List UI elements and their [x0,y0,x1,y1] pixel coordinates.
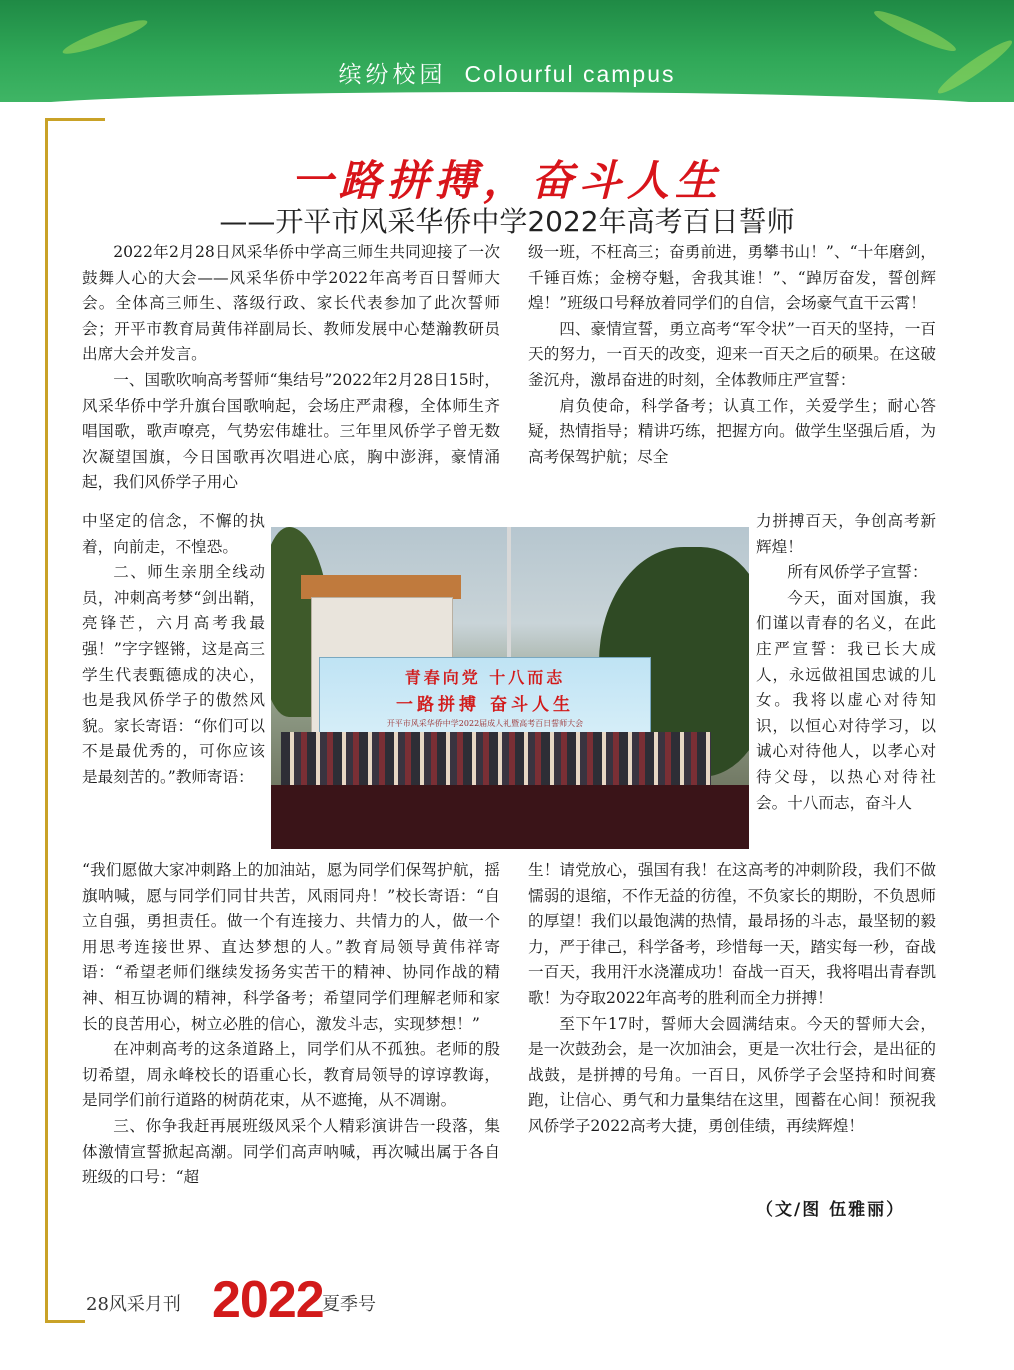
stage-front [271,785,749,849]
leaf-decoration [871,6,958,57]
left-column-top [82,240,500,496]
issue-season: 夏季号 [322,1294,376,1315]
leaf-decoration [60,15,149,59]
left-column-bottom [82,858,500,1191]
paragraph: 至下午17时，誓师大会圆满结束。今天的誓师大会，是一次鼓劲会，是一次加油会，更是一次壮行会，是出征的战鼓，是拼搏的号角。一百日，风侨学子会坚持和时间赛跑，让信心、勇气和力量集结在这里，囤蓄在心间！预祝我风侨学子2022高考大捷，勇创佳绩，再续辉煌！ [528,1014,936,1135]
page-number-label: 28风采月刊 [86,1294,181,1315]
event-photo [271,527,749,849]
paragraph: “我们愿做大家冲刺路上的加油站，愿为同学们保驾护航，摇旗呐喊，愿与同学们同甘共苦，风雨同舟！”校长寄语：“自立自强，勇担责任。做一个有连接力、共情力的人，做一个用思考连接世界、直达梦想的人。”教育局领导黄伟祥寄语：“希望老师们继续发扬务实苦干的精神、协同作战的精神、相互协调的精神，科学备考；希望同学们理解老师和家长的良苦用心，树立必胜的信心，激发斗志，实现梦想！” [82,861,500,1033]
paragraph: 二、师生亲朋全线动员，冲刺高考梦“剑出鞘，亮锋芒，六月高考我最强！”字字铿锵，这是高三学生代表甄德成的决心，也是我风侨学子的傲然风貌。家长寄语：“你们可以不是最优秀的，可你应该是最刻苦的。”教师寄语： [82,563,265,786]
frame-line [45,118,48,1323]
right-column-side [756,509,936,816]
paragraph: 中坚定的信念，不懈的执着，向前走，不惶恐。 [82,512,265,556]
paragraph: 级一班，不枉高三；奋勇前进，勇攀书山！”、“十年磨剑，千锤百炼；金榜夺魁，舍我其谁！”、“踔厉奋发，誓创辉煌！”班级口号释放着同学们的自信，会场豪气直干云霄！ [528,243,936,313]
backdrop-slogan: 一路拼搏 奋斗人生 [396,695,574,715]
backdrop-event-name: 开平市风采华侨中学2022届成人礼暨高考百日誓师大会 [386,719,584,728]
frame-line [45,118,105,121]
banner-wave [0,92,1014,102]
crowd-of-students [281,732,711,792]
issue-year: 2022 [212,1271,324,1329]
paragraph: 今天，面对国旗，我们谨以青春的名义，在此庄严宣誓：我已长大成人，永远做祖国忠诚的儿女。我将以虚心对待知识，以恒心对待学习，以诚心对待他人，以孝心对待父母，以热心对待社会。十八而志，奋斗人 [756,588,936,812]
flag-pole [507,527,511,667]
right-column-top [528,240,936,470]
section-heading [0,56,1014,89]
section-title-cn: 缤纷校园 [338,62,447,88]
paragraph: 一、国歌吹响高考誓师“集结号”2022年2月28日15时，风采华侨中学升旗台国歌响起，会场庄严肃穆，全体师生齐唱国歌，歌声嘹亮，气势宏伟雄壮。三年里风侨学子曾无数次凝望国旗，今日国歌再次唱进心底，胸中澎湃，豪情涌起，我们风侨学子用心 [82,370,500,492]
paragraph: 所有风侨学子宣誓： [787,563,928,582]
left-column-side [82,509,265,791]
paragraph: 生！请党放心，强国有我！在这高考的冲刺阶段，我们不做懦弱的退缩，不作无益的彷徨，不负家长的期盼，不负恩师的厚望！我们以最饱满的热情，最昂扬的斗志，最坚韧的毅力，严于律己，科学备考，珍惜每一天，踏实每一秒，奋战一百天，我用汗水浇灌成功！奋战一百天，我将唱出青春凯歌！为夺取2022年高考的胜利而全力拼搏！ [528,861,936,1007]
author-credit: （文/图 伍雅丽） [756,1200,906,1220]
paragraph: 力拼搏百天，争创高考新辉煌！ [756,512,936,556]
stage-backdrop [319,657,651,737]
paragraph: 在冲刺高考的这条道路上，同学们从不孤独。老师的殷切希望，周永峰校长的语重心长，教育局领导的谆谆教诲，是同学们前行道路的树荫花束，从不遮掩，从不凋谢。 [82,1040,500,1110]
paragraph: 肩负使命，科学备考；认真工作，关爱学生；耐心答疑，热情指导；精讲巧练，把握方向。做学生坚强后盾，为高考保驾护航；尽全 [528,396,936,466]
building-roof [301,575,461,599]
frame-line [45,1320,85,1323]
article-subtitle: ——开平市风采华侨中学2022年高考百日誓师 [219,205,795,238]
header-banner [0,0,1014,102]
article-title: 一路拼搏，奋斗人生 [290,156,723,205]
paragraph: 三、你争我赶再展班级风采个人精彩演讲告一段落，集体激情宣誓掀起高潮。同学们高声呐喊，再次喊出属于各自班级的口号：“超 [82,1116,500,1187]
paragraph: 四、豪情宣誓，勇立高考“军令状”一百天的坚持，一百天的努力，一百天的改变，迎来一百天之后的硕果。在这破釜沉舟，激昂奋进的时刻，全体教师庄严宣誓： [528,319,936,389]
section-title-en: Colourful campus [464,61,676,87]
paragraph: 2022年2月28日风采华侨中学高三师生共同迎接了一次鼓舞人心的大会——风采华侨中学2022年高考百日誓师大会。全体高三师生、落级行政、家长代表参加了此次誓师会；开平市教育局黄伟祥副局长、教师发展中心楚瀚教研员出席大会并发言。 [82,243,500,364]
right-column-bottom [528,858,936,1140]
backdrop-slogan: 青春向党 十八而志 [404,668,566,687]
